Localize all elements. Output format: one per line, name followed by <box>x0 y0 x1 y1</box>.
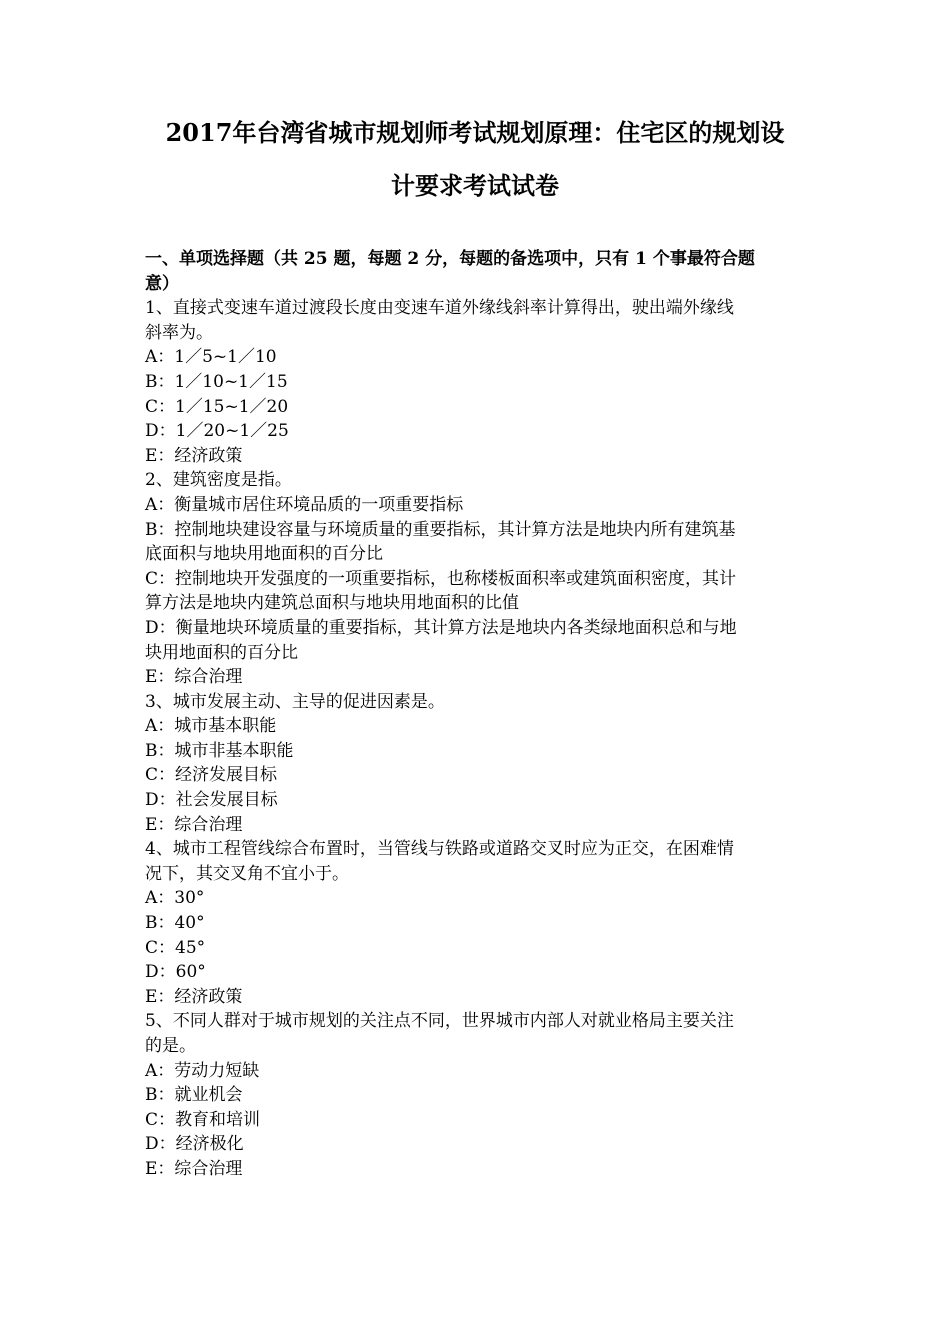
question-stem: 3、城市发展主动、主导的促进因素是。 <box>145 691 445 712</box>
question-3 <box>145 690 810 838</box>
option-d: D：1／20~1／25 <box>145 421 289 442</box>
option-c: C：经济发展目标 <box>145 765 278 786</box>
option-e: E：综合治理 <box>145 1158 243 1179</box>
option-a: A：30° <box>145 888 205 909</box>
question-stem: 斜率为。 <box>145 322 213 343</box>
option-d: D：衡量地块环境质量的重要指标，其计算方法是地块内各类绿地面积总和与地 <box>145 617 737 638</box>
option-e: E：经济政策 <box>145 986 243 1007</box>
option-b: B：城市非基本职能 <box>145 740 294 761</box>
option-e: E：综合治理 <box>145 667 243 688</box>
section-heading: 一、单项选择题（共 25 题，每题 2 分，每题的备选项中，只有 1 个事最符合题 <box>145 249 755 269</box>
option-a: A：1／5~1／10 <box>145 347 277 368</box>
section-heading-continued: 意） <box>145 273 179 294</box>
document-title-continued: 计要求考试试卷 <box>391 171 559 200</box>
option-b: B：40° <box>145 913 205 934</box>
question-stem: 4、城市工程管线综合布置时，当管线与铁路或道路交叉时应为正交，在困难情 <box>145 839 734 860</box>
option-d: D：社会发展目标 <box>145 790 278 811</box>
option-c: C：45° <box>145 937 206 958</box>
question-stem: 的是。 <box>145 1036 196 1056</box>
option-c-continued: 算方法是地块内建筑总面积与地块用地面积的比值 <box>145 593 519 614</box>
option-a: A：城市基本职能 <box>145 716 277 737</box>
option-a: A：衡量城市居住环境品质的一项重要指标 <box>145 494 464 515</box>
question-stem: 2、建筑密度是指。 <box>145 470 292 491</box>
question-stem: 5、不同人群对于城市规划的关注点不同，世界城市内部人对就业格局主要关注 <box>145 1011 734 1032</box>
document-body <box>145 247 810 1182</box>
option-a: A：劳动力短缺 <box>145 1060 260 1081</box>
option-b: B：1／10~1／15 <box>145 371 288 392</box>
option-b: B：控制地块建设容量与环境质量的重要指标，其计算方法是地块内所有建筑基 <box>145 519 736 540</box>
question-stem: 况下，其交叉角不宜小于。 <box>145 863 349 884</box>
question-5 <box>145 1009 810 1181</box>
document-title: 2017年台湾省城市规划师考试规划原理：住宅区的规划设 <box>165 118 785 147</box>
question-stem: 1、直接式变速车道过渡段长度由变速车道外缘线斜率计算得出，驶出端外缘线 <box>145 298 734 319</box>
option-c: C：1／15~1／20 <box>145 396 289 417</box>
question-1 <box>145 296 810 468</box>
question-2 <box>145 468 810 689</box>
option-b-continued: 底面积与地块用地面积的百分比 <box>145 544 383 565</box>
option-b: B：就业机会 <box>145 1085 243 1106</box>
option-d: D：60° <box>145 962 206 983</box>
option-d-continued: 块用地面积的百分比 <box>145 642 298 663</box>
option-c: C：教育和培训 <box>145 1109 261 1130</box>
question-4 <box>145 837 810 1009</box>
option-c: C：控制地块开发强度的一项重要指标，也称楼板面积率或建筑面积密度，其计 <box>145 568 737 589</box>
option-e: E：经济政策 <box>145 445 243 466</box>
option-d: D：经济极化 <box>145 1134 244 1155</box>
option-e: E：综合治理 <box>145 814 243 835</box>
